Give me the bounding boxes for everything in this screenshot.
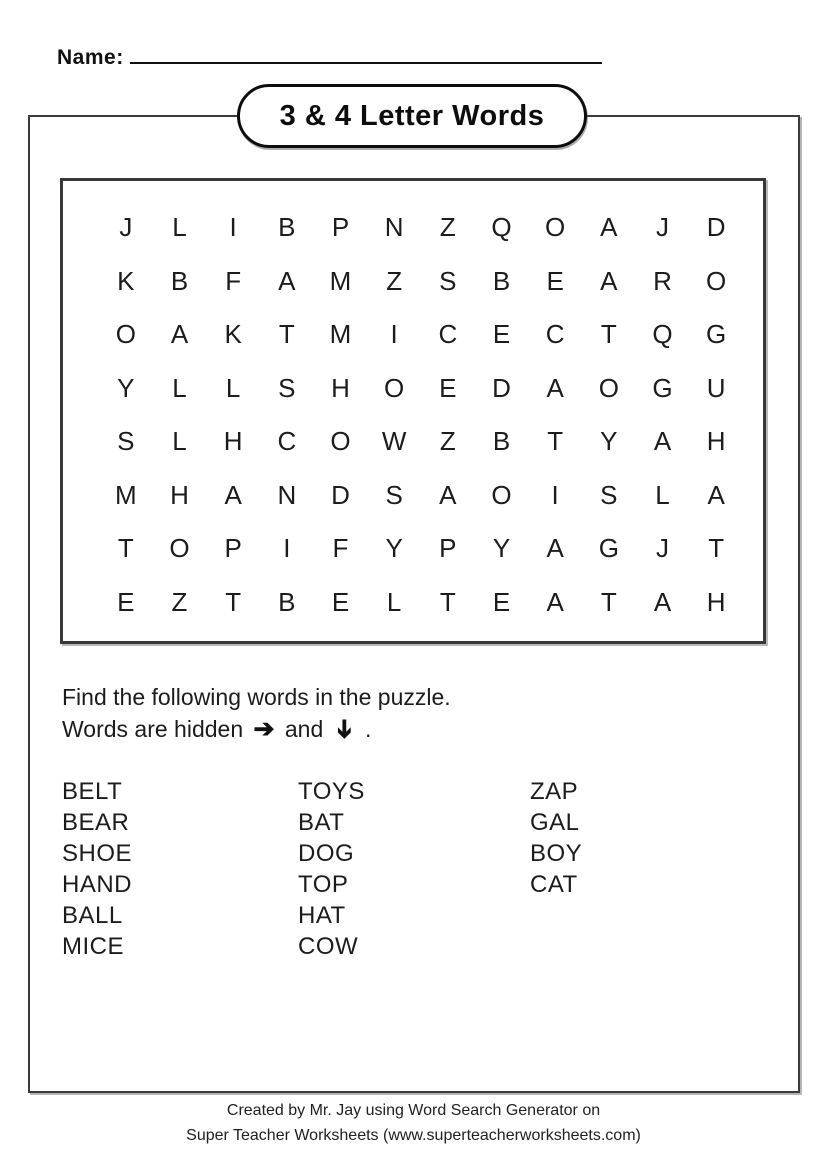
- page-title: 3 & 4 Letter Words: [279, 99, 545, 132]
- grid-letter-r6c12: A: [707, 479, 725, 510]
- word-item: HAT: [298, 902, 346, 929]
- grid-letter-r7c11: J: [655, 533, 669, 564]
- grid-letter-r4c1: Y: [117, 372, 135, 403]
- word-item: BALL: [62, 902, 123, 929]
- grid-letter-r8c1: E: [117, 586, 135, 617]
- word-item: BEAR: [62, 809, 130, 836]
- grid-letter-r1c1: J: [119, 212, 133, 243]
- grid-letter-r2c3: F: [225, 265, 242, 296]
- grid-letter-r6c8: O: [491, 479, 512, 510]
- grid-letter-r3c5: M: [329, 319, 352, 350]
- grid-letter-r8c9: A: [546, 586, 564, 617]
- grid-letter-r6c3: A: [224, 479, 242, 510]
- instructions-line1: Find the following words in the puzzle.: [62, 684, 451, 710]
- grid-letter-r7c1: T: [117, 533, 134, 564]
- down-arrow-icon: ➔: [330, 718, 359, 740]
- word-item: CAT: [530, 871, 578, 898]
- grid-letter-r6c1: M: [114, 479, 137, 510]
- grid-letter-r1c9: O: [545, 212, 566, 243]
- word-item: TOP: [298, 871, 349, 898]
- grid-letter-r7c8: Y: [492, 533, 511, 564]
- grid-letter-r6c10: S: [600, 479, 618, 510]
- grid-letter-r5c3: H: [223, 426, 243, 457]
- grid-letter-r7c4: I: [283, 533, 291, 564]
- grid-letter-r5c1: S: [117, 426, 135, 457]
- grid-letter-r4c6: O: [384, 372, 405, 403]
- word-item: TOYS: [298, 778, 365, 805]
- word-list-column-3: [530, 776, 582, 962]
- grid-letter-r5c12: H: [706, 426, 726, 457]
- grid-letter-r3c11: Q: [652, 319, 673, 350]
- grid-letter-r3c9: C: [545, 319, 565, 350]
- grid-letter-r8c11: A: [653, 586, 672, 617]
- word-list-column-1: [62, 776, 298, 962]
- grid-letter-r7c3: P: [224, 533, 242, 564]
- footer: [0, 1098, 827, 1148]
- grid-letter-r5c9: T: [547, 426, 564, 457]
- instructions-line2-and: and: [284, 716, 324, 742]
- grid-letter-r1c7: Z: [439, 212, 456, 243]
- word-item: SHOE: [62, 840, 133, 867]
- grid-letter-r8c4: B: [278, 586, 296, 617]
- grid-letter-r2c1: K: [117, 265, 135, 296]
- grid-letter-r2c8: B: [492, 265, 511, 296]
- grid-letter-r1c5: P: [331, 212, 350, 243]
- word-list-column-2: [298, 776, 530, 962]
- grid-letter-r5c5: O: [330, 426, 351, 457]
- instructions-line2-period: .: [364, 716, 372, 742]
- grid-letter-r7c2: O: [169, 533, 190, 564]
- grid-letter-r1c6: N: [384, 212, 404, 243]
- grid-letter-r2c12: O: [706, 265, 727, 296]
- word-item: GAL: [530, 809, 580, 836]
- grid-letter-r4c9: A: [546, 372, 564, 403]
- grid-letter-r1c4: B: [278, 212, 296, 243]
- grid-letter-r1c8: Q: [491, 212, 512, 243]
- word-item: DOG: [298, 840, 355, 867]
- grid-letter-r3c10: T: [600, 319, 617, 350]
- grid-letter-r5c4: C: [277, 426, 297, 457]
- grid-letter-r6c6: S: [385, 479, 403, 510]
- grid-letter-r2c10: A: [600, 265, 618, 296]
- grid-letter-r6c5: D: [331, 479, 350, 510]
- grid-letter-r8c12: H: [706, 586, 726, 617]
- grid-letter-r8c3: T: [225, 586, 242, 617]
- instructions-line2-text: Words are hidden: [62, 716, 244, 742]
- grid-letter-r8c10: T: [600, 586, 617, 617]
- grid-letter-r1c11: J: [655, 212, 669, 243]
- grid-letter-r6c4: N: [277, 479, 297, 510]
- grid-letter-r2c7: S: [439, 265, 457, 296]
- grid-letter-r1c12: D: [706, 212, 726, 243]
- grid-letter-r1c3: I: [229, 212, 237, 243]
- grid-letter-r5c10: Y: [600, 426, 618, 457]
- grid-letter-r3c1: O: [115, 319, 136, 350]
- instructions: [62, 681, 451, 745]
- grid-letter-r5c2: L: [172, 426, 187, 457]
- grid-letter-r7c6: Y: [385, 533, 403, 564]
- grid-letter-r3c12: G: [706, 319, 727, 350]
- grid-letter-r6c7: A: [439, 479, 457, 510]
- grid-letter-r6c11: L: [655, 479, 670, 510]
- grid-letter-r4c5: H: [331, 372, 350, 403]
- grid-letter-r8c7: T: [439, 586, 456, 617]
- grid-letter-r4c7: E: [439, 372, 457, 403]
- grid-letter-r5c7: Z: [439, 426, 456, 457]
- grid-letter-r1c10: A: [600, 212, 618, 243]
- grid-letter-r6c2: H: [170, 479, 189, 510]
- grid-letter-r4c8: D: [492, 372, 511, 403]
- grid-letter-r3c8: E: [492, 319, 511, 350]
- word-item: BOY: [530, 840, 583, 867]
- grid-letter-r2c6: Z: [386, 265, 403, 296]
- word-item: ZAP: [530, 778, 579, 805]
- grid-letter-r8c2: Z: [171, 586, 188, 617]
- grid-letter-r4c3: L: [225, 372, 241, 403]
- instructions-line2: [62, 713, 451, 745]
- grid-letter-r6c9: I: [551, 479, 559, 510]
- grid-letter-r3c3: K: [224, 319, 242, 350]
- word-item: BAT: [298, 809, 345, 836]
- grid-letter-r7c9: A: [546, 533, 564, 564]
- name-fill-in-line: [130, 40, 602, 64]
- grid-letter-r4c4: S: [278, 372, 296, 403]
- grid-letter-r8c5: E: [331, 586, 350, 617]
- grid-letter-r2c9: E: [546, 265, 564, 296]
- title-pill: [237, 84, 587, 148]
- grid-letter-r2c5: M: [329, 265, 352, 296]
- grid-letter-r5c11: A: [653, 426, 672, 457]
- grid-letter-r7c12: T: [708, 533, 725, 564]
- grid-letter-r3c4: T: [278, 319, 295, 350]
- grid-letter-r1c2: L: [172, 212, 187, 243]
- word-list: [62, 776, 582, 962]
- name-label: Name:: [57, 46, 124, 69]
- grid-letter-r5c8: B: [492, 426, 511, 457]
- footer-line2: Super Teacher Worksheets (www.superteacherworksheets.com): [186, 1127, 641, 1144]
- word-item: COW: [298, 933, 359, 960]
- grid-letter-r3c6: I: [390, 319, 398, 350]
- grid-letter-r5c6: W: [381, 426, 407, 457]
- grid-letter-r4c11: G: [652, 372, 673, 403]
- footer-line1: Created by Mr. Jay using Word Search Generator on: [226, 1102, 601, 1119]
- grid-letter-r2c4: A: [278, 265, 296, 296]
- grid-letter-r3c7: C: [438, 319, 458, 350]
- grid-letter-r3c2: A: [170, 319, 189, 350]
- grid-letter-r4c12: U: [706, 372, 726, 403]
- grid-letter-r8c6: L: [386, 586, 402, 617]
- word-item: HAND: [62, 871, 133, 898]
- right-arrow-icon: ➔: [253, 715, 275, 743]
- grid-letter-r8c8: E: [492, 586, 511, 617]
- grid-letter-r2c2: B: [170, 265, 189, 296]
- grid-letter-r2c11: R: [653, 265, 672, 296]
- grid-letter-r7c7: P: [439, 533, 457, 564]
- name-row: [57, 40, 602, 70]
- word-item: MICE: [62, 933, 124, 960]
- grid-letter-r4c2: L: [172, 372, 187, 403]
- word-item: BELT: [62, 778, 123, 805]
- grid-letter-r7c10: G: [598, 533, 619, 564]
- grid-letter-r7c5: F: [332, 533, 349, 564]
- puzzle-grid: [60, 178, 766, 644]
- grid-letter-r4c10: O: [598, 372, 619, 403]
